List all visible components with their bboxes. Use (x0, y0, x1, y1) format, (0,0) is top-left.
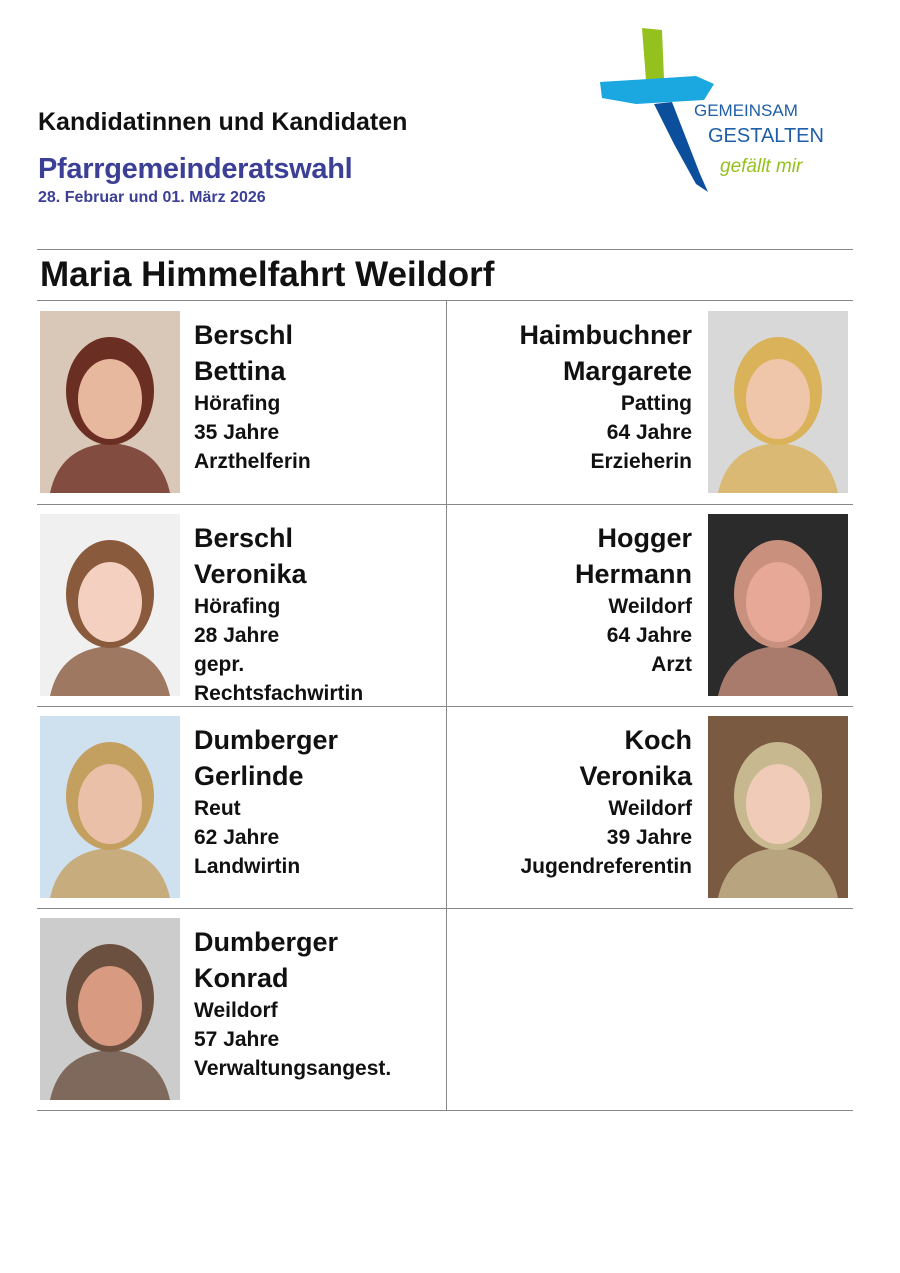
candidate-town: Weildorf (194, 999, 278, 1022)
candidate-age: 64 Jahre (606, 421, 692, 444)
candidate-photo (40, 918, 180, 1100)
candidate-photo (708, 311, 848, 493)
logo-line1: GEMEINSAM (694, 101, 798, 120)
candidate-first-name: Gerlinde (194, 761, 304, 791)
candidate-job: Jugendreferentin (520, 855, 692, 878)
candidate-card (447, 504, 854, 706)
candidate-job: Arzt (651, 653, 692, 676)
candidate-last-name: Haimbuchner (519, 320, 692, 350)
candidate-age: 57 Jahre (194, 1028, 280, 1051)
candidate-town: Weildorf (608, 797, 692, 820)
candidate-job: gepr. (194, 653, 245, 676)
gemeinsam-gestalten-logo (596, 24, 836, 196)
candidate-card (38, 908, 445, 1110)
candidate-first-name: Veronika (194, 559, 307, 589)
candidate-last-name: Berschl (194, 320, 294, 350)
logo-line3: gefällt mir (720, 156, 803, 177)
election-dates: 28. Februar und 01. März 2026 (38, 189, 266, 206)
candidate-job: Landwirtin (194, 855, 301, 878)
candidate-age: 35 Jahre (194, 421, 280, 444)
candidate-town: Patting (620, 392, 692, 415)
candidate-card (447, 706, 854, 908)
divider (37, 249, 853, 250)
candidate-photo (40, 716, 180, 898)
candidate-first-name: Konrad (194, 963, 289, 993)
candidate-photo (40, 311, 180, 493)
candidate-job: Erzieherin (590, 450, 692, 473)
candidate-card (447, 301, 854, 503)
candidate-photo (40, 514, 180, 696)
candidate-age: 28 Jahre (194, 624, 280, 647)
candidate-photo (708, 514, 848, 696)
parish-name: Maria Himmelfahrt Weildorf (40, 255, 495, 294)
candidate-first-name: Hermann (574, 559, 692, 589)
document-subtitle: Kandidatinnen und Kandidaten (38, 108, 408, 136)
candidate-last-name: Dumberger (194, 725, 339, 755)
logo-line2: GESTALTEN (708, 125, 824, 147)
election-title: Pfarrgemeinderatswahl (38, 153, 353, 185)
candidate-job: Verwaltungsangest. (194, 1057, 392, 1080)
candidate-last-name: Koch (624, 725, 692, 755)
candidate-age: 62 Jahre (194, 826, 280, 849)
candidate-card (38, 504, 445, 706)
candidate-first-name: Veronika (579, 761, 692, 791)
candidate-last-name: Hogger (597, 523, 692, 553)
candidate-first-name: Bettina (194, 356, 286, 386)
candidate-town: Weildorf (608, 595, 692, 618)
candidate-photo (708, 716, 848, 898)
candidate-age: 39 Jahre (606, 826, 692, 849)
candidate-town: Hörafing (194, 595, 281, 618)
candidate-town: Hörafing (194, 392, 281, 415)
candidate-card (38, 706, 445, 908)
candidate-card (38, 301, 445, 503)
candidate-age: 64 Jahre (606, 624, 692, 647)
candidate-last-name: Berschl (194, 523, 294, 553)
candidate-job: Arzthelferin (194, 450, 311, 473)
candidate-job: Rechtsfachwirtin (194, 682, 364, 705)
candidate-town: Reut (194, 797, 241, 820)
candidate-first-name: Margarete (562, 356, 692, 386)
divider (37, 1110, 853, 1111)
candidate-last-name: Dumberger (194, 927, 339, 957)
